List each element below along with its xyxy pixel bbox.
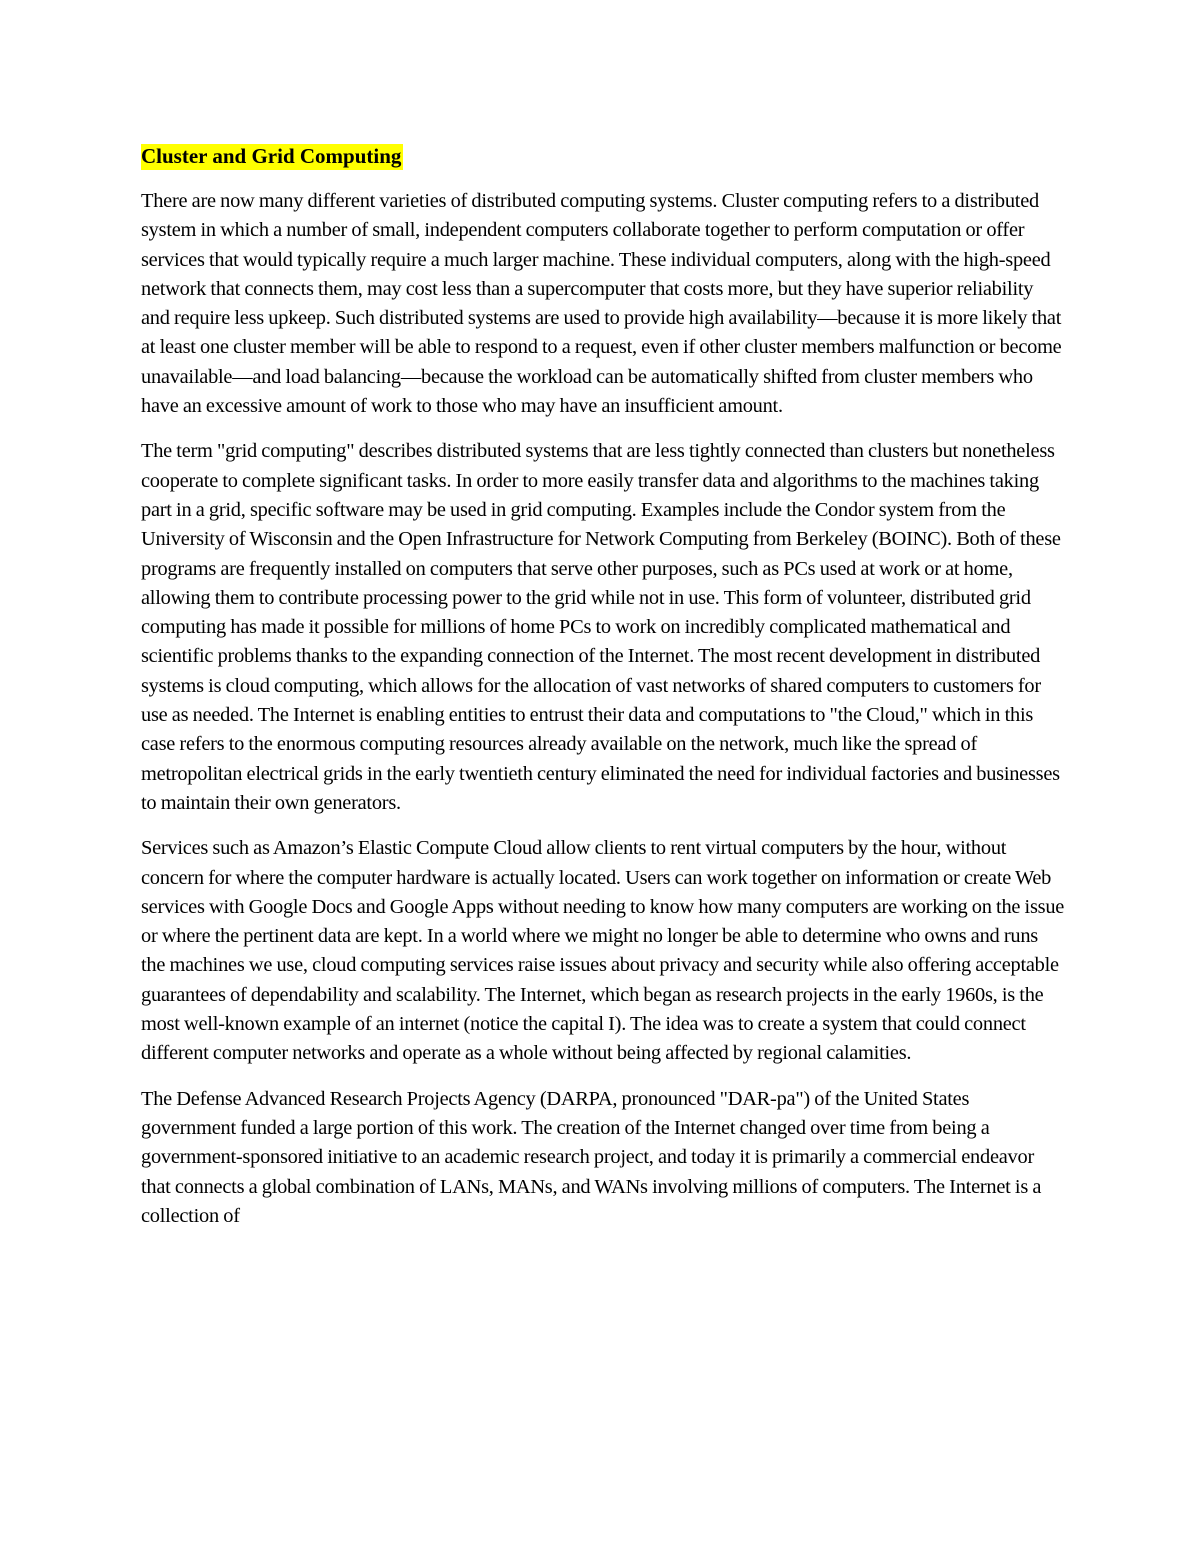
paragraph-cloud-services: Services such as Amazon’s Elastic Compute Cloud allow clients to rent virtual computers by the hour, without concern for where the computer hardware is actually located. Users can work together on information or create Web services with Google Docs and Google Apps without needing to know how many computers are working on the issue or where the pertinent data are kept. In a world where we might no longer be able to determine who owns and runs the machines we use, cloud computing services raise issues about privacy and security while also offering acceptable guarantees of dependability and scalability. The Internet, which began as research projects in the early 1960s, is the most well-known example of an internet (notice the capital I). The idea was to create a system that could connect different computer networks and operate as a whole without being affected by regional calamities.	[141, 837, 1065, 1065]
title-highlight: Cluster and Grid Computing	[141, 144, 402, 168]
document-title	[141, 140, 1066, 173]
paragraph-grid-computing: The term "grid computing" describes distributed systems that are less tightly connected than clusters but nonetheless cooperate to complete significant tasks. In order to more easily transfer data and algorithms to the machines taking part in a grid, specific software may be used in grid computing. Examples include the Condor system from the University of Wisconsin and the Open Infrastructure for Network Computing from Berkeley (BOINC). Both of these programs are frequently installed on computers that serve other purposes, such as PCs used at work or at home, allowing them to contribute processing power to the grid while not in use. This form of volunteer, distributed grid computing has made it possible for millions of home PCs to work on incredibly complicated mathematical and scientific problems thanks to the expanding connection of the Internet. The most recent development in distributed systems is cloud computing, which allows for the allocation of vast networks of shared computers to customers for use as needed. The Internet is enabling entities to entrust their data and computations to "the Cloud," which in this case refers to the enormous computing resources already available on the network, much like the spread of metropolitan electrical grids in the early twentieth century eliminated the need for individual factories and businesses to maintain their own generators.	[141, 440, 1061, 814]
paragraph-darpa: The Defense Advanced Research Projects Agency (DARPA, pronounced "DAR-pa") of the United States government funded a large portion of this work. The creation of the Internet changed over time from being a government-sponsored initiative to an academic research project, and today it is primarily a commercial endeavor that connects a global combination of LANs, MANs, and WANs involving millions of computers. The Internet is a collection of	[141, 1087, 1042, 1227]
paragraph-cluster-computing: There are now many different varieties of distributed computing systems. Cluster computing refers to a distributed system in which a number of small, independent computers collaborate together to perform computation or offer services that would typically require a much larger machine. These individual computers, along with the high-speed network that connects them, may cost less than a supercomputer that costs more, but they have superior reliability and require less upkeep. Such distributed systems are used to provide high availability—because it is more likely that at least one cluster member will be able to respond to a request, even if other cluster members malfunction or become unavailable—and load balancing—because the workload can be automatically shifted from cluster members who have an excessive amount of work to those who may have an insufficient amount.	[141, 190, 1062, 418]
document-body	[141, 140, 1066, 1247]
